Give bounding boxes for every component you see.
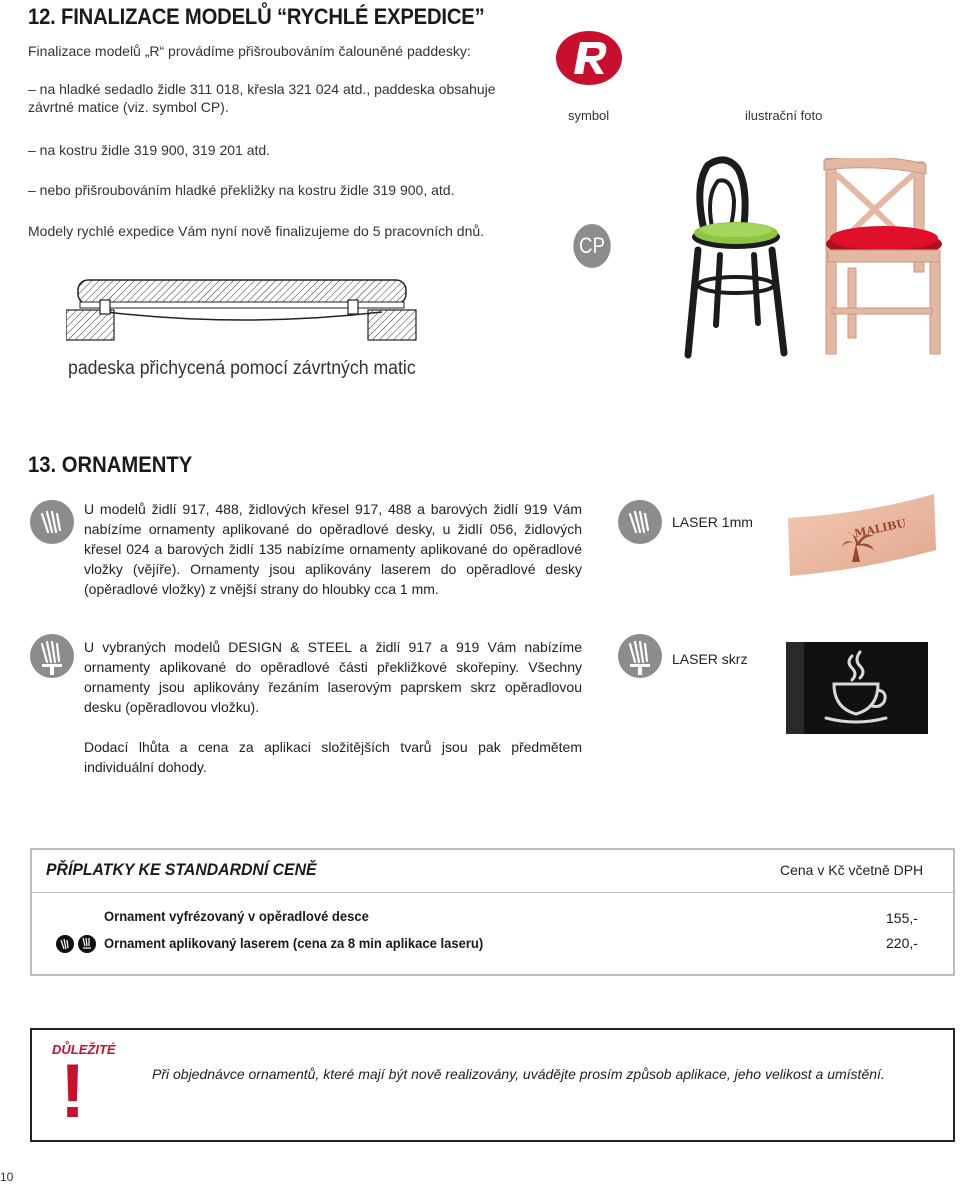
symbol-label: symbol: [568, 108, 610, 123]
laser-cut-ornament-icon: [618, 634, 662, 678]
price-currency-note: Cena v Kč včetně DPH: [780, 862, 924, 878]
price-row-value: 155,-: [886, 910, 918, 926]
section-12-intro: Finalizace modelů „R“ provádíme přišroubováním čalouněné paddesky:: [28, 43, 471, 59]
milled-ornament-icon: [618, 500, 662, 544]
delivery-note: Modely rychlé expedice Vám nyní nově finalizujeme do 5 pracovních dnů.: [28, 223, 485, 239]
page-number: 10: [0, 1170, 14, 1184]
section-12-title: 12. FINALIZACE MODELŮ “RYCHLÉ EXPEDICE”: [28, 4, 485, 29]
laser-1mm-label: LASER 1mm: [672, 514, 753, 530]
diagram-caption: padeska přichycená pomocí závrtných matic: [68, 358, 416, 379]
price-row-label: Ornament aplikovaný laserem (cena za 8 min aplikace laseru): [104, 935, 484, 951]
seat-cross-section-diagram: [66, 278, 418, 342]
surcharges-title: PŘÍPLATKY KE STANDARDNÍ CENĚ: [46, 860, 317, 879]
malibu-engraving: MALIBU: [853, 516, 908, 541]
bullet-2: – na kostru židle 319 900, 319 201 atd.: [28, 142, 271, 158]
price-header-divider: [32, 892, 953, 893]
ornament-paragraph-2: U vybraných modelů DESIGN & STEEL a židlí 917 a 919 Vám nabízíme ornamenty aplikované do opěradlové části překližkové skořepiny. Všechny ornamenty jsou aplikovány řezáním laserovým paprskem skrz opěradlovou desku (opěradlovou vložku).: [84, 639, 582, 715]
price-row-value: 220,-: [886, 935, 918, 951]
photo-label: ilustrační foto: [745, 108, 823, 123]
important-notice-box: [30, 1028, 955, 1142]
coffee-cup-cutout-photo: [786, 642, 928, 734]
section-13-title: 13. ORNAMENTY: [28, 452, 193, 477]
exclamation-icon: !: [60, 1049, 86, 1134]
important-heading: DŮLEŽITÉ: [52, 1042, 116, 1057]
rapid-expedition-logo: [556, 30, 622, 86]
laser-through-label: LASER skrz: [672, 651, 748, 667]
price-row-label: Ornament vyfrézovaný v opěradlové desce: [104, 908, 369, 924]
laser-cut-ornament-icon: [30, 634, 74, 678]
wooden-chair-photo: [818, 158, 948, 358]
laser-cut-ornament-icon: [78, 935, 96, 953]
title-divider: [28, 36, 528, 37]
malibu-backrest-photo: [784, 492, 938, 576]
bullet-3: – nebo přišroubováním hladké překližky na kostru židle 319 900, atd.: [28, 182, 455, 198]
ornament-paragraph-3: Dodací lhůta a cena za aplikaci složitějších tvarů jsou pak předmětem individuální dohody.: [84, 739, 582, 775]
ornament-paragraph-1: U modelů židlí 917, 488, židlových křesel 917, 488 a barových židlí 919 Vám nabízíme ornamenty aplikované do opěradlové desky, u židlí 056, židlových křesel 024 a barových židlí 135 nabízíme ornamenty aplikované do opěradlové vložky (vějíře). Ornamenty jsou aplikovány laserem do opěradlové desky (opěradlové vložky) z vnější strany do hloubky cca 1 mm.: [84, 501, 582, 597]
surcharges-box: [30, 848, 955, 976]
important-text: Při objednávce ornamentů, které mají být nově realizovány, uvádějte prosím způsob aplikace, jeho velikost a umístění.: [152, 1066, 885, 1082]
cp-symbol-badge: CP: [573, 224, 610, 268]
bullet-1-line-1: – na hladké sedadlo židle 311 018, křesla 321 024 atd., paddeska obsahuje: [28, 81, 496, 97]
bentwood-chair-photo: [676, 155, 796, 360]
milled-ornament-icon: [30, 500, 74, 544]
bullet-1-line-2: závrtné matice (viz. symbol CP).: [28, 99, 229, 115]
milled-ornament-icon: [56, 935, 74, 953]
